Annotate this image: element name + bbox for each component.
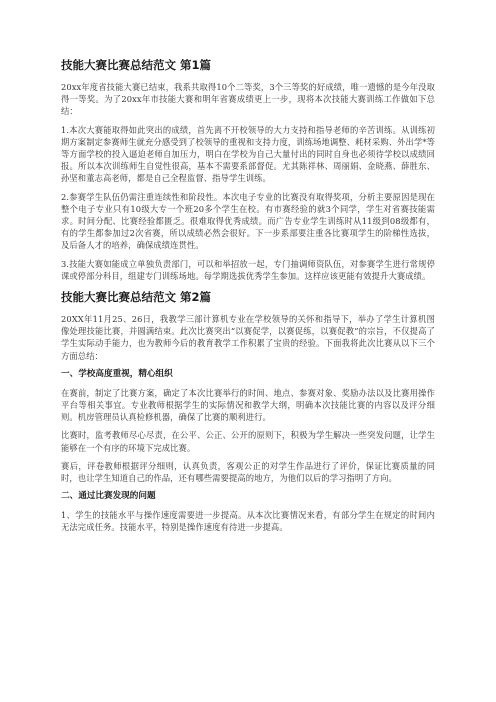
article-2-intro: 20XX年11月25、26日，我教学三部计算机专业在学校领导的关怀和指导下，举办了学生计算机图像处理技能比赛，并圆满结束。此次比赛突出“以赛促学，以赛促练，以赛促教”的宗旨，不仅提高了学生实际动手能力，也为教师今后的教育教学工作积累了宝贵的经验。下面我将此次比赛从以下三个方面总结： [61,314,435,361]
article-1-paragraph-3: 2.参赛学生队伍仍需注重连续性和阶段性。本次电子专业的比赛没有取得奖项，分析主要原因是现在整个电子专业只有10级大专一个班20多个学生在校。有市赛经验的就3个同学，学生对省赛技能需求。时间分配、比赛经验都匮乏。很难取得优秀成绩。而广告专业学生训练时从11级到08级都有，有的学生都参加过2次省赛，所以成绩必然会很好。下一步系部要注重各比赛项学生的阶梯性选拔，及后备人才的培养，确保成绩连贯性。 [61,191,435,251]
section-2-paragraph-1: 1、学生的技能水平与操作速度需要进一步提高。从本次比赛情况来看，有部分学生在规定的时间内无法完成任务。技能水平，特别是操作速度有待进一步提高。 [61,510,435,533]
article-1-title: 技能大赛比赛总结范文 第1篇 [61,58,212,72]
section-1-paragraph-2: 比赛时，监考教师尽心尽责，在公平、公正、公开的原则下，积极为学生解决一些突发问题，让学生能够在一个有序的环境下完成比赛。 [61,430,435,453]
section-1-paragraph-3: 赛后，评卷教师根据评分细则，认真负责，客观公正的对学生作品进行了评价，保证比赛质量的同时，也让学生知道自己的作品，还有哪些需要提高的地方，为他们以后的学习指明了方向。 [61,460,435,484]
section-2-heading: 二、通过比赛发现的问题 [61,491,156,502]
article-1-paragraph-2: 1.本次大赛能取得如此突出的成绩，首先离不开校领导的大力支持和指导老师的辛苦训练。从训练初期方案制定参赛师生就充分感受到了校领导的重视和支持力度，训练场地调整、耗材采购、外出学*等等方面学校的投入逼迫老师自加压力，明白在学校为自己大量付出的同时自身也必须待学校以成绩回报。所以本次训练师生自觉性很高，基本不需要系部督促。尤其陈祥林、周丽娟、金晓燕、薛胜东、孙坚和董志高老师，都是自己全程监督、指导学生训练。 [61,124,435,184]
article-1-paragraph-4: 3.技能大赛如能成立单独负责部门，可以和举招放一起，专门抽调师资队伍，对参赛学生进行常规停课或停部分科目，组建专门训练场地。每学期选拔优秀学生参加。这样应该更能有效提升大赛成绩。 [61,258,435,281]
section-1-heading: 一、学校高度重视，精心组织 [61,368,173,379]
document-page [61,58,435,540]
section-1-paragraph-1: 在赛前，制定了比赛方案，确定了本次比赛举行的时间、地点、参赛对象、奖励办法以及比赛用操作平台等相关事宜。专业教师根据学生的实际情况和教学大纲，明确本次技能比赛的内容以及评分细则。机房管理员认真检修机器，确保了比赛的顺利进行。 [61,387,435,423]
article-2-title: 技能大赛比赛总结范文 第2篇 [61,290,212,305]
article-1-paragraph-1: 20xx年度省技能大赛已结束，我系共取得10个二等奖，3个三等奖的好成绩，唯一遗憾的是今年没取得一等奖。为了20xx年市技能大赛和明年省赛成绩更上一步，现将本次技能大赛训练工作做如下总结： [61,82,435,117]
